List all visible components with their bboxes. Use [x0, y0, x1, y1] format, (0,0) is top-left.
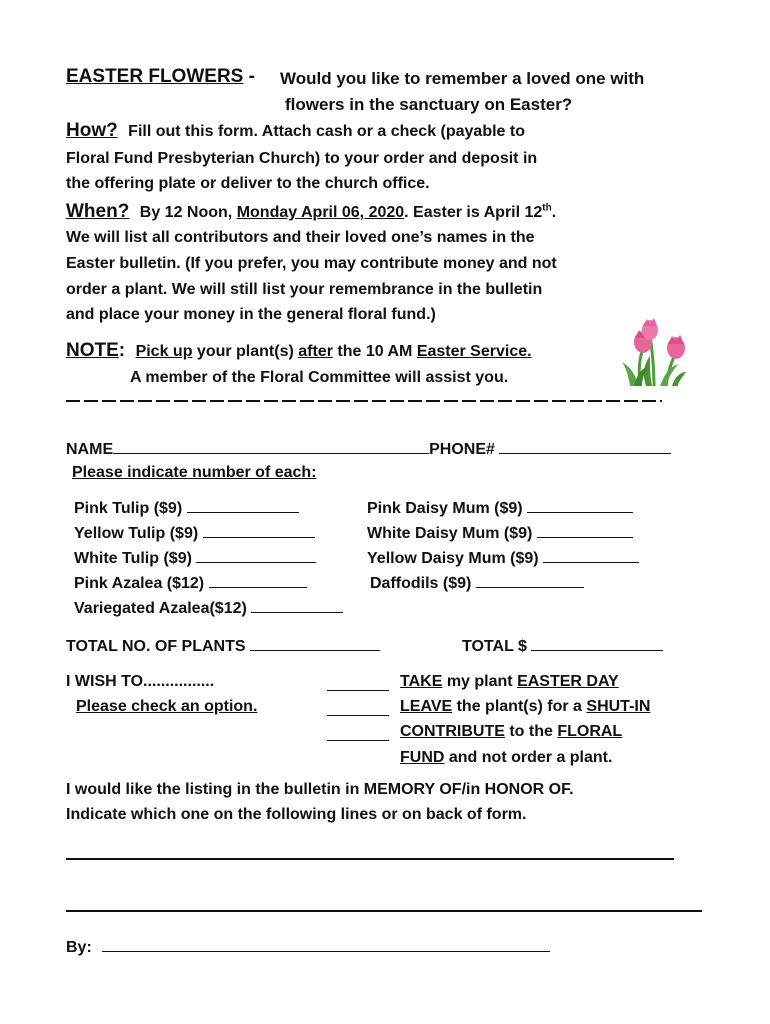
item-label: Pink Daisy Mum ($9) [367, 500, 523, 517]
option-contribute-end: FLORAL [557, 723, 623, 740]
memory-line-2: Indicate which one on the following lines or on back of form. [66, 806, 527, 823]
wish-label: I WISH TO................ [66, 673, 215, 690]
option-leave-end: SHUT-IN [586, 698, 651, 715]
quantity-input[interactable] [251, 597, 343, 613]
item-pink-tulip [74, 497, 299, 518]
when-sup: th [542, 202, 552, 214]
total-dollars-input[interactable] [531, 635, 663, 651]
option-contribute [400, 723, 622, 741]
item-white-tulip [74, 547, 316, 568]
option-take-mid: my plant [442, 673, 518, 690]
check-label: Please check an option. [76, 698, 258, 715]
note-w4: the 10 AM [332, 343, 417, 360]
by-row [66, 936, 550, 957]
item-label: Pink Azalea ($12) [74, 575, 205, 592]
how-line-3: the offering plate or deliver to the church office. [66, 175, 430, 192]
memory-line-input-2[interactable] [66, 910, 702, 912]
intro-line-2: flowers in the sanctuary on Easter? [285, 95, 573, 114]
option-contribute-line-2 [400, 749, 612, 767]
note-line-2: A member of the Floral Committee will assist you. [130, 369, 509, 386]
item-variegated-azalea [74, 597, 343, 618]
memory-line-input-1[interactable] [66, 858, 674, 860]
how-section [66, 120, 525, 142]
name-row [66, 438, 671, 459]
note-service: Easter Service. [416, 343, 532, 360]
form-title: EASTER FLOWERS [66, 66, 244, 87]
note-section [66, 340, 532, 362]
note-label: NOTE [66, 340, 119, 361]
deadline-date: Monday April 06, 2020 [236, 204, 405, 221]
when-end: . [551, 204, 557, 221]
quantity-input[interactable] [527, 497, 633, 513]
total-plants-label: TOTAL NO. OF PLANTS [66, 638, 246, 655]
when-line-2: We will list all contributors and their loved one’s names in the [66, 229, 535, 246]
by-label: By: [66, 939, 92, 956]
tulip-bouquet-icon [620, 316, 690, 388]
quantity-input[interactable] [537, 522, 633, 538]
phone-input[interactable] [499, 438, 671, 454]
note-pickup: Pick up [135, 343, 193, 360]
option-leave-verb: LEAVE [400, 698, 453, 715]
quantity-input[interactable] [543, 547, 639, 563]
quantity-input[interactable] [187, 497, 299, 513]
item-yellow-daisy [367, 547, 639, 568]
memory-line-1: I would like the listing in the bulletin in MEMORY OF/in HONOR OF. [66, 781, 574, 798]
total-plants-row [66, 635, 380, 656]
when-post: . Easter is April 12 [404, 204, 543, 221]
option-leave-mid: the plant(s) for a [452, 698, 587, 715]
title-separator: - [243, 66, 255, 87]
how-line-2: Floral Fund Presbyterian Church) to your order and deposit in [66, 150, 538, 167]
item-label: Daffodils ($9) [370, 575, 472, 592]
when-section [66, 201, 556, 223]
item-label: White Tulip ($9) [74, 550, 192, 567]
when-line-3: Easter bulletin. (If you prefer, you may contribute money and not [66, 255, 557, 272]
option-fund: FUND [400, 749, 445, 766]
option-take [400, 673, 619, 691]
note-w2: your plant(s) [192, 343, 299, 360]
item-yellow-tulip [74, 522, 315, 543]
item-pink-azalea [74, 572, 307, 593]
quantity-input[interactable] [196, 547, 316, 563]
when-label: When? [66, 201, 130, 222]
item-white-daisy [367, 522, 633, 543]
item-label: Yellow Daisy Mum ($9) [367, 550, 539, 567]
option-leave-checkbox[interactable] [327, 700, 389, 716]
total-dollars-label: TOTAL $ [462, 638, 527, 655]
total-dollars-row [462, 635, 663, 656]
option-take-verb: TAKE [400, 673, 443, 690]
note-colon: : [118, 340, 126, 361]
name-input[interactable] [113, 438, 429, 454]
phone-label: PHONE# [429, 441, 495, 458]
item-label: Variegated Azalea($12) [74, 600, 247, 617]
total-plants-input[interactable] [250, 635, 380, 651]
note-after: after [298, 343, 333, 360]
when-line-5: and place your money in the general floral fund.) [66, 306, 436, 323]
indicate-label: Please indicate number of each: [72, 464, 317, 481]
option-fund-end: and not order a plant. [444, 749, 613, 766]
how-line-1: Fill out this form. Attach cash or a check (payable to [128, 123, 525, 140]
when-line-4: order a plant. We will still list your remembrance in the bulletin [66, 281, 543, 298]
quantity-input[interactable] [476, 572, 584, 588]
quantity-input[interactable] [203, 522, 315, 538]
name-label: NAME [66, 441, 114, 458]
separator-dashes [66, 400, 662, 402]
when-pre: By 12 Noon, [139, 204, 237, 221]
item-pink-daisy [367, 497, 633, 518]
option-leave [400, 698, 650, 716]
option-contribute-checkbox[interactable] [327, 725, 389, 741]
option-contribute-mid: to the [504, 723, 558, 740]
option-take-end: EASTER DAY [517, 673, 619, 690]
item-label: White Daisy Mum ($9) [367, 525, 533, 542]
intro-line-1: Would you like to remember a loved one with [280, 69, 645, 88]
by-input[interactable] [102, 936, 550, 952]
option-contribute-verb: CONTRIBUTE [400, 723, 505, 740]
item-label: Yellow Tulip ($9) [74, 525, 199, 542]
quantity-input[interactable] [209, 572, 307, 588]
how-label: How? [66, 120, 118, 141]
item-label: Pink Tulip ($9) [74, 500, 183, 517]
header [66, 66, 255, 88]
option-take-checkbox[interactable] [327, 675, 389, 691]
item-daffodils [370, 572, 584, 593]
